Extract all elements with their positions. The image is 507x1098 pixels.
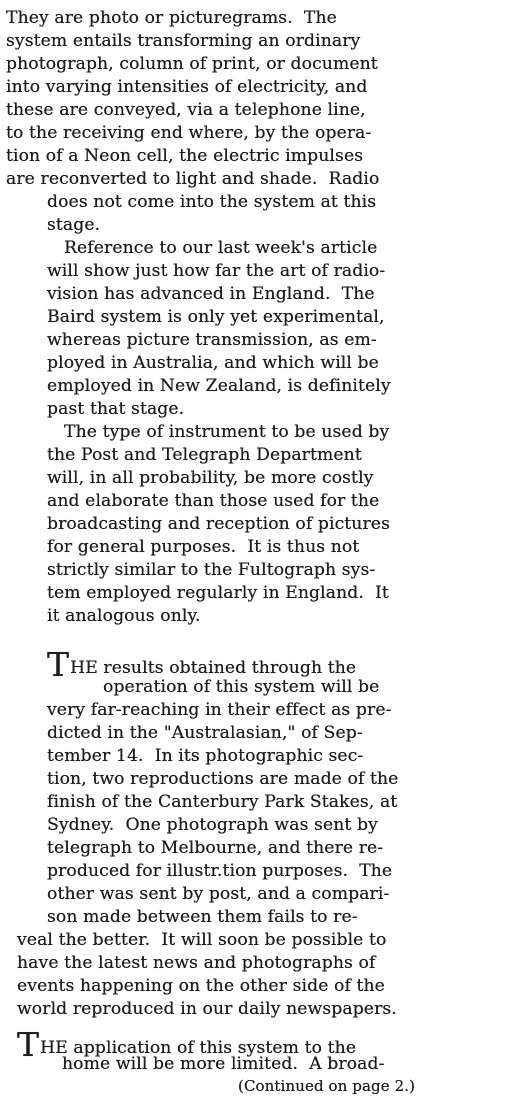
section2-line-5: tember 14. In its photographic sec- — [47, 746, 364, 766]
para1-line-4: into varying intensities of electricity, and — [6, 77, 368, 97]
section2-line-15: events happening on the other side of the — [17, 976, 385, 996]
section2-line-6: tion, two reproductions are made of the — [47, 769, 399, 789]
para1-line-9: does not come into the system at this — [47, 192, 377, 212]
para2-line-2: will show just how far the art of radio- — [47, 261, 386, 281]
section2-line-4: dicted in the "Australasian," of Sep- — [47, 723, 363, 743]
para3-line-2: the Post and Telegraph Department — [47, 445, 362, 465]
section2-line-10: produced for illustr.tion purposes. The — [47, 861, 393, 881]
para3-line-5: broadcasting and reception of pictures — [47, 514, 390, 534]
drop-cap: T — [47, 645, 70, 684]
section2-line-9: telegraph to Melbourne, and there re- — [47, 838, 384, 858]
section3-line-1-text: HE application of this system to the — [40, 1038, 357, 1058]
drop-cap-2: T — [17, 1025, 40, 1064]
para3-line-6: for general purposes. It is thus not — [47, 537, 360, 557]
section2-line-8: Sydney. One photograph was sent by — [47, 815, 378, 835]
section2-line-13: veal the better. It will soon be possible to — [17, 930, 387, 950]
section2-line-14: have the latest news and photographs of — [17, 953, 376, 973]
section2-line-1-text: HE results obtained through the — [70, 658, 357, 678]
section2-line-2: operation of this system will be — [103, 677, 380, 697]
para3-line-3: will, in all probability, be more costly — [47, 468, 374, 488]
para1-line-1: They are photo or picturegrams. The — [6, 8, 337, 28]
para1-line-2: system entails transforming an ordinary — [6, 31, 361, 51]
para1-line-8: are reconverted to light and shade. Radio — [6, 169, 380, 189]
para3-line-7: strictly similar to the Fultograph sys- — [47, 560, 376, 580]
para1-line-10: stage. — [47, 215, 101, 235]
para2-line-4: Baird system is only yet experimental, — [47, 307, 385, 327]
section2-line-7: finish of the Canterbury Park Stakes, at — [47, 792, 398, 812]
para1-line-6: to the receiving end where, by the opera- — [6, 123, 372, 143]
para1-line-3: photograph, column of print, or document — [6, 54, 378, 74]
section2-line-3: very far-reaching in their effect as pre- — [47, 700, 392, 720]
section2-line-12: son made between them fails to re- — [47, 907, 358, 927]
para3-line-4: and elaborate than those used for the — [47, 491, 380, 511]
section3-line-2: home will be more limited. A broad- — [62, 1054, 385, 1074]
para2-line-3: vision has advanced in England. The — [47, 284, 375, 304]
para2-line-8: past that stage. — [47, 399, 185, 419]
para3-line-8: tem employed regularly in England. It — [47, 583, 389, 603]
para2-line-5: whereas picture transmission, as em- — [47, 330, 377, 350]
section2-line-16: world reproduced in our daily newspapers. — [17, 999, 397, 1019]
section2-line-11: other was sent by post, and a compari- — [47, 884, 390, 904]
para1-line-5: these are conveyed, via a telephone line, — [6, 100, 366, 120]
para2-line-7: employed in New Zealand, is definitely — [47, 376, 391, 396]
para3-line-1: The type of instrument to be used by — [64, 422, 390, 442]
para2-line-6: ployed in Australia, and which will be — [47, 353, 379, 373]
para3-line-9: it analogous only. — [47, 606, 201, 626]
para2-line-1: Reference to our last week's article — [64, 238, 378, 258]
para1-line-7: tion of a Neon cell, the electric impulses — [6, 146, 364, 166]
continued-note: (Continued on page 2.) — [238, 1077, 416, 1095]
